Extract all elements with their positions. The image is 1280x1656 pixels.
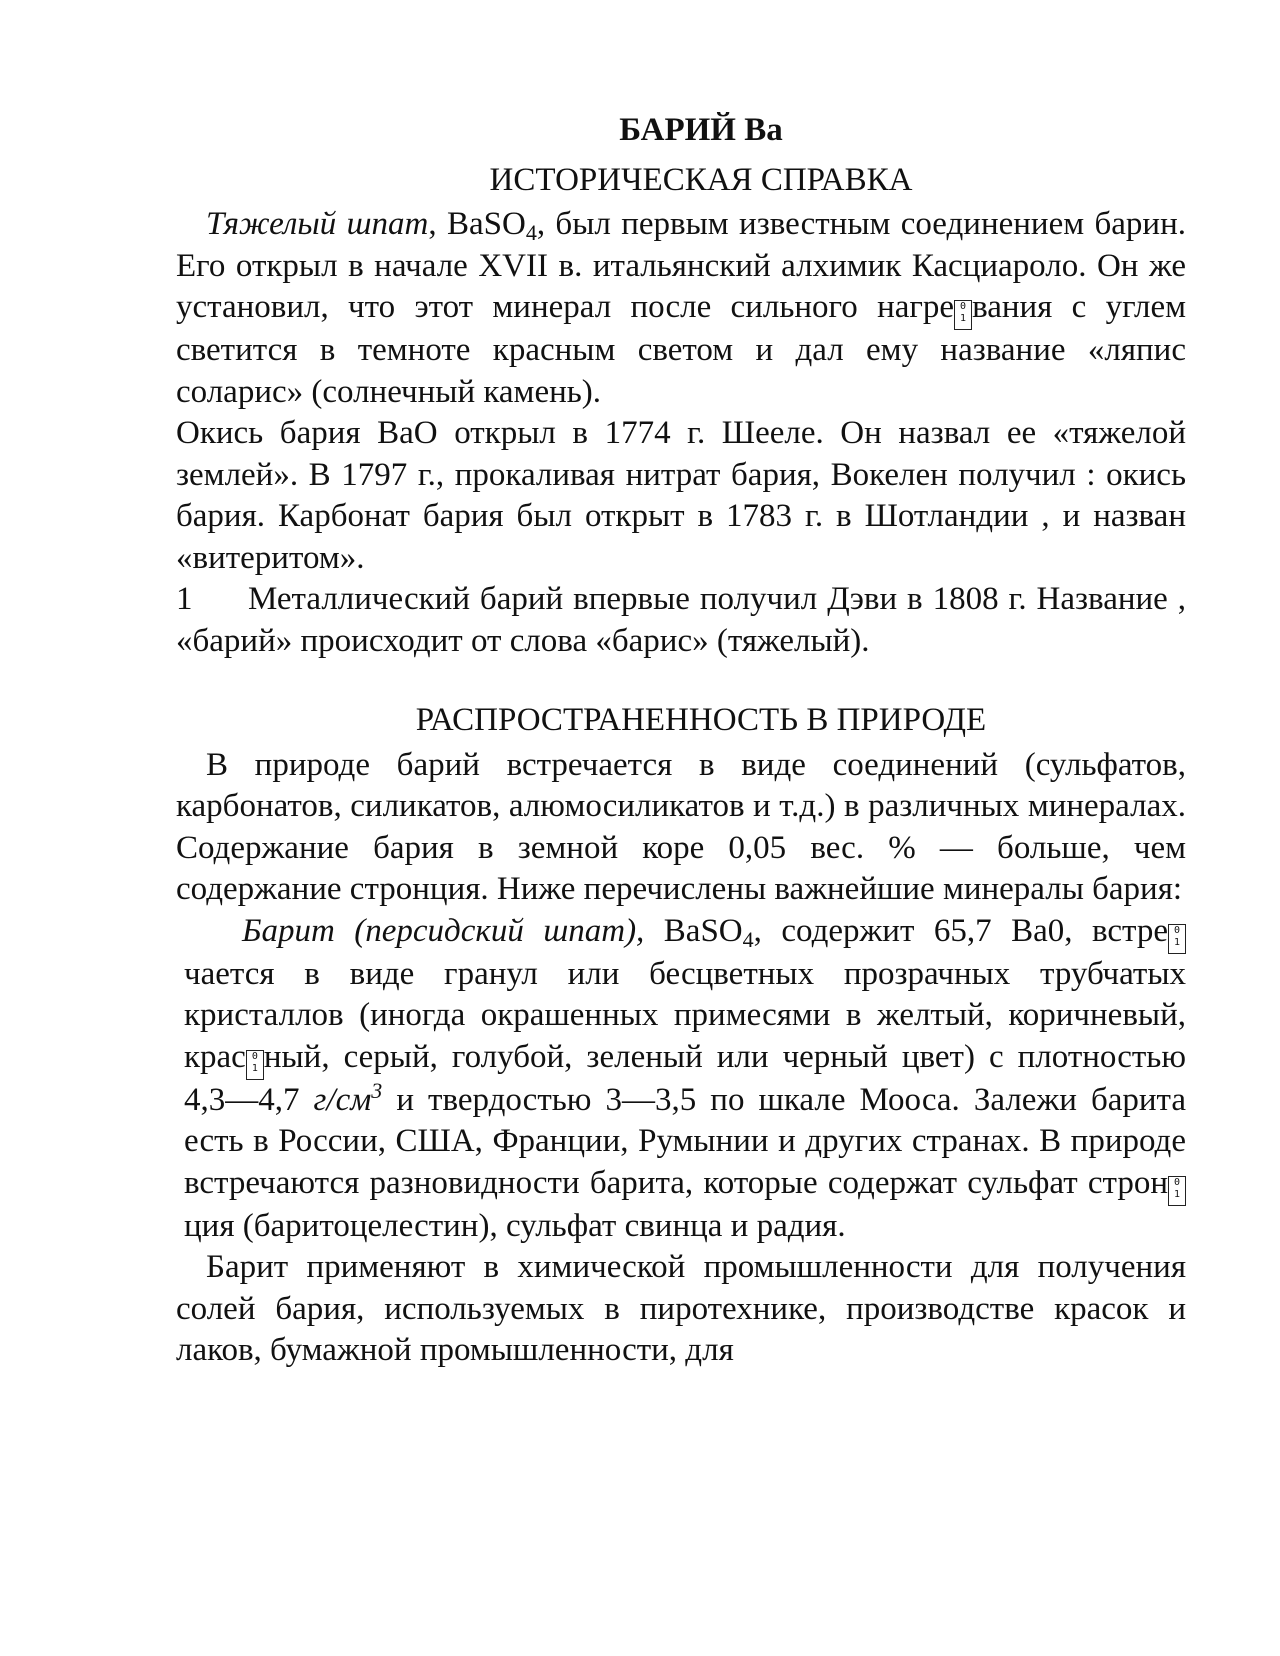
- section-heading-history: ИСТОРИЧЕСКАЯ СПРАВКА: [489, 161, 913, 198]
- paragraph-metallic-barium: Металлический барий впервые получил Дэви в 1808 г. Название , «барий» происходит от слова «барис» (тяжелый).: [176, 581, 1186, 659]
- paragraph-occurrence: В природе барий встречается в виде соединений (сульфатов, карбонатов, силикатов, алюмосиликатов и т.д.) в различных минералах. Содержание бария в земной коре 0,05 вес. % — больше, чем содержание стронция. Ниже перечислены важнейшие минералы бария:: [176, 746, 1186, 907]
- missing-glyph-icon: 0 1: [954, 300, 972, 330]
- missing-glyph-icon: 0 1: [1168, 1176, 1186, 1206]
- paragraph-barite: [176, 911, 1186, 1248]
- unit-superscript: 3: [371, 1077, 383, 1103]
- missing-glyph-icon: 0 1: [246, 1050, 264, 1080]
- paragraph-text: , содержит 65,7 Ва0, встре: [753, 912, 1168, 949]
- numbered-paragraph: 1 Металлический барий впервые получил Дэви в 1808 г. Название , «барий» происходит от слова «барис» (тяжелый).: [176, 579, 1186, 662]
- section-heading-occurrence: РАСПРОСТРАНЕННОСТЬ В ПРИРОДЕ: [415, 702, 987, 738]
- document-title: БАРИЙ Ва: [619, 112, 783, 148]
- paragraph-barium-oxide: Окись бария ВаО открыл в 1774 г. Шееле. Он назвал ее «тяжелой землей». В 1797 г., прокаливая нитрат бария, Вокелен получил : окись бария. Карбонат бария был открыт в 1783 г. в Шотландии , и назван «витеритом».: [176, 415, 1186, 576]
- formula-subscript: 4: [742, 926, 754, 952]
- italic-term: Барит (персидский шпат),: [242, 912, 645, 949]
- formula: [663, 912, 754, 952]
- paragraph-text: , был первым известным соединением барин. Его открыл в начале XVII в. итальянский алхимик Касциароло. Он же установил, что этот минерал после сильного нагре: [176, 206, 1186, 325]
- formula-main: BaSO: [446, 206, 526, 242]
- formula: [446, 206, 537, 245]
- italic-term: Тяжелый шпат: [206, 206, 429, 242]
- formula-main: BaSO: [663, 912, 743, 949]
- document-content: [176, 110, 1186, 1372]
- formula-subscript: 4: [525, 220, 537, 245]
- missing-glyph-icon: 0 1: [1168, 924, 1186, 954]
- paragraph-text: ный, серый, голубой, зеленый или черный цвет) с плотностью 4,3—4,7: [184, 1038, 1186, 1118]
- paragraph-heavy-spar: Тяжелый шпат, BaSO$_4$, был первым известным соединением барин. Его открыл в начале XVII в. итальянский алхимик Касциароло. Он же установил, что этот минерал после сильного нагре 0 1 вания с углем светится в темноте красным светом и дал ему название «ляпис соларис» (солнечный камень).: [176, 206, 1186, 410]
- paragraph-text: и твердостью 3—3,5 по шкале Мооса. Залежи барита есть в России, США, Франции, Румынии и других странах. В природе встречаются разновидности барита, которые содержат сульфат строн: [184, 1081, 1187, 1201]
- paragraph-barite-uses: Барит применяют в химической промышленности для получения солей бария, используемых в пиротехнике, производстве красок и лаков, бумажной промышленности, для: [176, 1249, 1186, 1368]
- paragraph-text: вания с углем светится в темноте красным светом и дал ему название «ляпис соларис» (солнечный камень).: [176, 289, 1186, 410]
- paragraph-text: ция (баритоцелестин), сульфат свинца и радия.: [184, 1207, 846, 1244]
- paragraph-text: чается в виде гранул или бесцветных прозрачных трубчатых кристаллов (иногда окрашенных примесями в желтый, коричневый, крас: [184, 955, 1186, 1075]
- unit: г/см: [313, 1081, 372, 1118]
